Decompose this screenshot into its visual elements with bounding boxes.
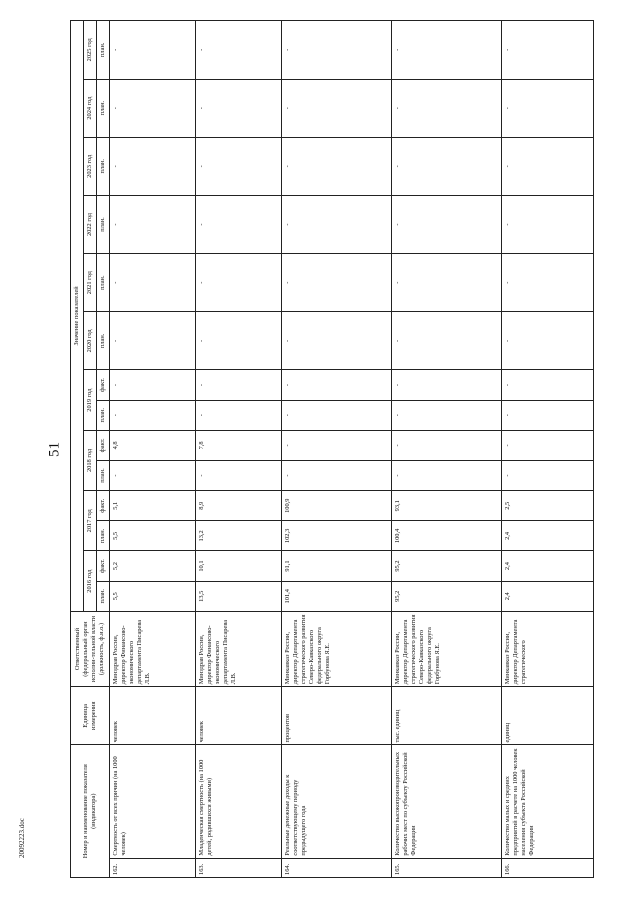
value-cell: - <box>196 254 282 312</box>
value-cell: - <box>110 460 196 490</box>
row-number: 163. <box>196 858 282 877</box>
value-cell: - <box>392 312 502 370</box>
value-cell: 2,4 <box>502 551 594 581</box>
header-plan: план. <box>97 79 110 137</box>
table-row <box>282 21 392 878</box>
header-plan: план. <box>97 312 110 370</box>
header-year: 2016 год <box>84 551 97 611</box>
value-cell: - <box>110 79 196 137</box>
row-number: 166. <box>502 858 594 877</box>
value-cell: 93,1 <box>392 491 502 521</box>
value-cell: - <box>110 312 196 370</box>
value-cell: - <box>196 79 282 137</box>
value-cell: - <box>196 460 282 490</box>
header-unit: Единица измерения <box>71 687 110 745</box>
value-cell: - <box>110 137 196 195</box>
row-number: 164. <box>282 858 392 877</box>
header-year: 2019 год <box>84 370 97 430</box>
value-cell: - <box>196 312 282 370</box>
header-values: Значение показателей <box>71 21 84 612</box>
value-cell: - <box>282 79 392 137</box>
header-plan: план. <box>97 521 110 551</box>
indicator-name: Реальные денежные доходы к соответствующему периоду предыдущего года <box>282 745 392 858</box>
value-cell: 95,2 <box>392 581 502 611</box>
value-cell: 2,4 <box>502 581 594 611</box>
value-cell: - <box>502 430 594 460</box>
indicators-table <box>70 20 594 878</box>
header-plan: план. <box>97 254 110 312</box>
value-cell: - <box>502 312 594 370</box>
responsible-cell: Минкавказ России, директор Департамента стратегического <box>502 611 594 686</box>
header-plan: план. <box>97 195 110 253</box>
value-cell: - <box>282 137 392 195</box>
value-cell: - <box>502 137 594 195</box>
table-body <box>110 21 594 878</box>
responsible-cell: Минздрав России, директор Финансово-экономического департамента Писарева Л.В. <box>110 611 196 686</box>
header-year: 2018 год <box>84 430 97 490</box>
value-cell: - <box>392 460 502 490</box>
value-cell: - <box>282 312 392 370</box>
header-plan: план. <box>97 137 110 195</box>
value-cell: - <box>392 79 502 137</box>
value-cell: 5,5 <box>110 581 196 611</box>
value-cell: - <box>110 21 196 80</box>
value-cell: - <box>502 79 594 137</box>
value-cell: 5,2 <box>110 551 196 581</box>
header-year: 2021 год <box>84 254 97 312</box>
value-cell: 2,4 <box>502 521 594 551</box>
value-cell: - <box>392 370 502 400</box>
header-year: 2024 год <box>84 79 97 137</box>
value-cell: - <box>282 21 392 80</box>
unit-cell: тыс. единиц <box>392 687 502 745</box>
value-cell: - <box>196 195 282 253</box>
value-cell: - <box>196 21 282 80</box>
unit-cell: человек <box>110 687 196 745</box>
value-cell: - <box>282 430 392 460</box>
value-cell: - <box>502 254 594 312</box>
table-row <box>196 21 282 878</box>
page-number: 51 <box>46 442 63 457</box>
value-cell: 5,1 <box>110 491 196 521</box>
value-cell: - <box>392 430 502 460</box>
header-fact: факт. <box>97 430 110 460</box>
value-cell: - <box>392 21 502 80</box>
value-cell: - <box>502 460 594 490</box>
table-row <box>392 21 502 878</box>
indicator-name: Количество высокопроизводительных рабочих мест по субъекту Российской Федерации <box>392 745 502 858</box>
value-cell: - <box>282 254 392 312</box>
header-responsible: Ответственный (федеральный орган исполни-тельной власти (должность, ф.и.о.) <box>71 611 110 686</box>
value-cell: 101,4 <box>282 581 392 611</box>
value-cell: - <box>196 137 282 195</box>
header-plan: план. <box>97 21 110 80</box>
value-cell: - <box>502 21 594 80</box>
value-cell: - <box>282 400 392 430</box>
indicator-name: Смертность от всех причин (на 1000 человек) <box>110 745 196 858</box>
table-row <box>502 21 594 878</box>
value-cell: 7,8 <box>196 430 282 460</box>
value-cell: - <box>282 460 392 490</box>
header-plan: план. <box>97 400 110 430</box>
unit-cell: человек <box>196 687 282 745</box>
value-cell: - <box>392 195 502 253</box>
value-cell: 102,3 <box>282 521 392 551</box>
value-cell: - <box>392 254 502 312</box>
header-plan: план. <box>97 581 110 611</box>
value-cell: 5,5 <box>110 521 196 551</box>
responsible-cell: Минздрав России, директор Финансово-экономического департамента Писарева Л.В. <box>196 611 282 686</box>
value-cell: 13,5 <box>196 581 282 611</box>
table-row <box>110 21 196 878</box>
unit-cell: процентов <box>282 687 392 745</box>
value-cell: 10,1 <box>196 551 282 581</box>
indicator-name: Количество малых и средних предприятий в расчете на 1000 человек населения субъекта Российской Федерации <box>502 745 594 858</box>
responsible-cell: Минкавказ России, директор Департамента стратегического развития Северо-Кавказского федерального округа Горбунова Я.Е. <box>282 611 392 686</box>
value-cell: - <box>282 370 392 400</box>
header-plan: план. <box>97 460 110 490</box>
value-cell: 2,5 <box>502 491 594 521</box>
row-number: 162. <box>110 858 196 877</box>
value-cell: - <box>502 195 594 253</box>
header-fact: факт. <box>97 491 110 521</box>
header-name: Номер и наименование показателя (индикатора) <box>71 745 110 878</box>
header-year: 2020 год <box>84 312 97 370</box>
value-cell: 8,9 <box>196 491 282 521</box>
value-cell: 91,1 <box>282 551 392 581</box>
value-cell: - <box>282 195 392 253</box>
value-cell: - <box>392 137 502 195</box>
value-cell: 13,2 <box>196 521 282 551</box>
rotated-table-container <box>70 20 630 878</box>
header-fact: факт. <box>97 551 110 581</box>
value-cell: 100,4 <box>392 521 502 551</box>
unit-cell: единиц <box>502 687 594 745</box>
value-cell: - <box>110 254 196 312</box>
value-cell: - <box>502 400 594 430</box>
header-year: 2017 год <box>84 491 97 551</box>
header-year: 2022 год <box>84 195 97 253</box>
value-cell: - <box>110 400 196 430</box>
value-cell: 4,8 <box>110 430 196 460</box>
value-cell: - <box>196 400 282 430</box>
value-cell: - <box>110 195 196 253</box>
responsible-cell: Минкавказ России, директор Департамента стратегического развития Северо-Кавказского федерального округа Горбунова Я.Е. <box>392 611 502 686</box>
indicator-name: Младенческая смертность (на 1000 детей, родившихся живыми) <box>196 745 282 858</box>
header-year: 2023 год <box>84 137 97 195</box>
row-number: 165. <box>392 858 502 877</box>
value-cell: - <box>196 370 282 400</box>
value-cell: - <box>502 370 594 400</box>
value-cell: - <box>110 370 196 400</box>
value-cell: 100,9 <box>282 491 392 521</box>
header-fact: факт. <box>97 370 110 400</box>
document-footer: 20092223.doc <box>18 818 26 858</box>
header-year: 2025 год <box>84 21 97 80</box>
value-cell: 95,2 <box>392 551 502 581</box>
value-cell: - <box>392 400 502 430</box>
